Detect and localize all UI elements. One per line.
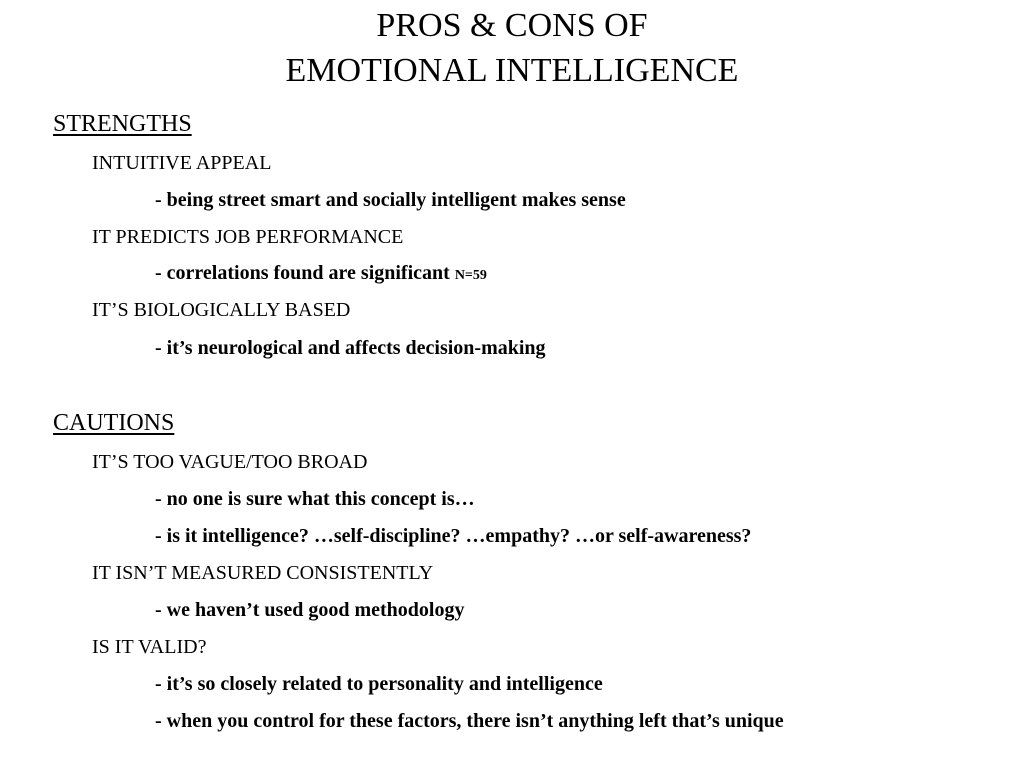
caution-detail-is-it-valid-1: - it’s so closely related to personality and intelligence [155,673,603,695]
caution-detail-is-it-valid-2: - when you control for these factors, there isn’t anything left that’s unique [155,710,784,732]
caution-detail-measured-consistently: - we haven’t used good methodology [155,599,465,621]
strength-detail-job-performance [155,262,487,285]
sample-size-note: N=59 [454,268,487,283]
strength-point-biologically-based: IT’S BIOLOGICALLY BASED [92,299,351,321]
caution-point-too-vague: IT’S TOO VAGUE/TOO BROAD [92,451,368,473]
strength-detail-job-performance-text: - correlations found are significant [155,262,455,284]
slide-title-line-2: EMOTIONAL INTELLIGENCE [285,52,739,89]
strength-detail-intuitive-appeal: - being street smart and socially intelligent makes sense [155,189,626,211]
caution-point-measured-consistently: IT ISN’T MEASURED CONSISTENTLY [92,562,434,584]
cautions-heading: CAUTIONS [53,410,175,436]
slide-title-line-1: PROS & CONS OF [376,7,648,44]
caution-detail-too-vague-2: - is it intelligence? …self-discipline? …empathy? …or self-awareness? [155,525,752,547]
caution-detail-too-vague-1: - no one is sure what this concept is… [155,488,475,510]
strength-point-job-performance: IT PREDICTS JOB PERFORMANCE [92,226,404,248]
slide-title [0,3,1024,93]
strength-detail-biologically-based: - it’s neurological and affects decision-making [155,337,546,359]
strength-point-intuitive-appeal: INTUITIVE APPEAL [92,152,272,174]
caution-point-is-it-valid: IS IT VALID? [92,636,207,658]
strengths-heading: STRENGTHS [53,111,192,137]
